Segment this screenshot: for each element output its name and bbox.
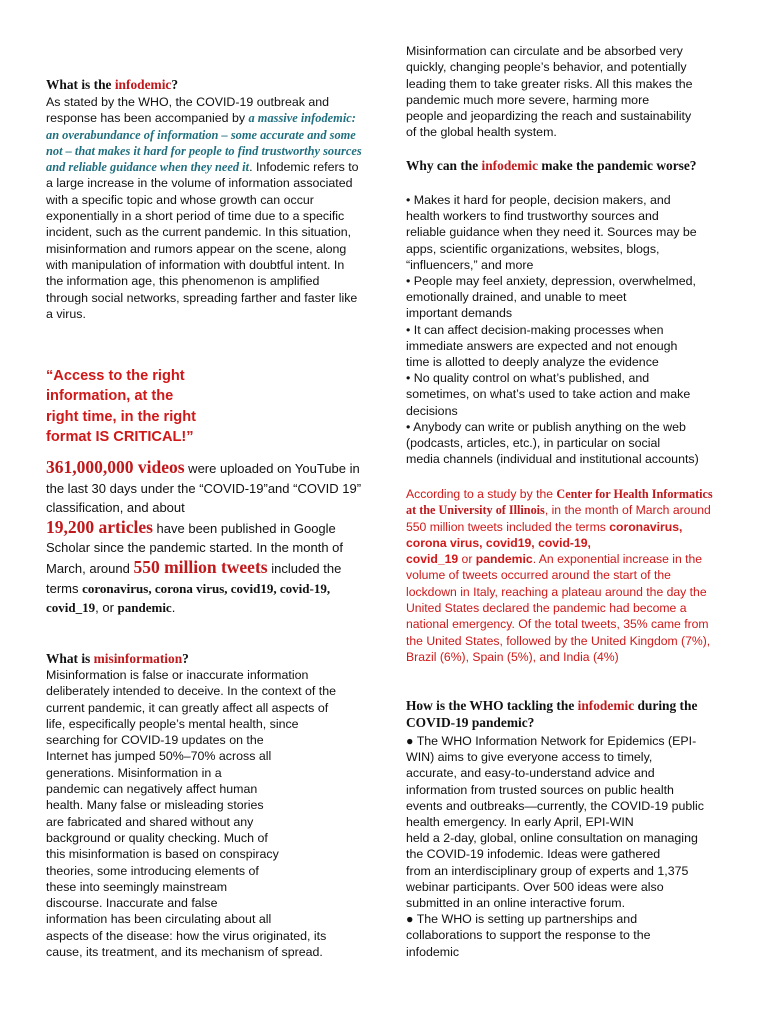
heading-keyword: infodemic [481, 158, 539, 173]
infodemic-heading [46, 77, 364, 94]
paragraph-text: , the COVID-19 outbreak and response has been accompanied by [46, 95, 330, 126]
stats-text: , or [95, 600, 118, 616]
worse-bullet-list [406, 192, 726, 467]
paragraph-text: As stated by the [46, 95, 139, 109]
heading-text: during the COVID-19 pandemic? [406, 698, 698, 730]
videos-figure: 361,000,000 videos [46, 457, 185, 477]
study-terms: coronavirus, corona virus, covid19, covid-19, covid_19 [406, 519, 683, 567]
paragraph-text: . Infodemic refers to a large increase in the volume of information associated with a specific topic and whose growth can occur exponentially in a short period of time due to a specific incident, such as the current pandemic. In this situation, misinformation and rumors appear on the scene, along with manipulation of information with doubtful intent. In the information age, this phenomenon is amplified through social networks, spreading farther and faster like a virus. [46, 160, 359, 321]
heading-text: ? [182, 651, 189, 666]
heading-text: What is [46, 651, 94, 666]
study-organization: Center for Health Informatics at the University of Illinois [406, 487, 713, 518]
heading-keyword: misinformation [93, 651, 183, 666]
infodemic-paragraph [46, 94, 364, 322]
heading-text: ? [171, 77, 179, 92]
tweets-figure: 550 million tweets [133, 556, 268, 577]
who-text: WHO [138, 95, 169, 109]
heading-keyword: infodemic [577, 698, 635, 713]
list-item: ● The WHO Information Network for Epidemics (EPI- WIN) aims to give everyone access to timely, accurate, and easy-to-understand advice and information from trusted sources on public health events and outbreaks—currently, the COVID-19 public health emergency. In early April, EPI-WIN held a 2-day, global, online consultation on managing the COVID-19 infodemic. Ideas were gathered from an interdisciplinary group of experts and 1,375 webinar participants. Over 500 ideas were also submitted in an online interactive forum. [406, 734, 704, 911]
list-item: • People may feel anxiety, depression, overwhelmed, emotionally drained, and unable to meet important demands [406, 274, 696, 321]
study-text: or [458, 552, 476, 567]
who-heading [406, 698, 726, 731]
pull-quote: “Access to the right information, at the right time, in the right format IS CRITICAL!” [46, 368, 196, 445]
list-item: ● The WHO is setting up partnerships and collaborations to support the response to the infodemic [406, 912, 651, 959]
list-item: • Anybody can write or publish anything on the web (podcasts, articles, etc.), in particular on social media channels (individual and institutional accounts) [406, 419, 699, 467]
search-terms: pandemic [117, 600, 172, 616]
study-text: , in the month of March around 550 million tweets included the terms [406, 503, 711, 534]
study-text: . An exponential increase in the volume of tweets occurred around the start of the lockdown in Italy, reaching a plateau around the day the United States declared the pandemic had become a national emergency. Of the total tweets, 35% came from the United States, followed by the United Kingdom (7%), Brazil (6%), Spain (5%), and India (4%) [406, 552, 711, 664]
heading-text: What is the [46, 77, 115, 92]
worse-heading [406, 158, 706, 175]
stats-text: were uploaded on YouTube in the last 30 days under the “COVID-19”and “COVID 19” classification, and about [46, 461, 362, 516]
study-terms: pandemic [475, 552, 533, 567]
stats-text: . [171, 600, 176, 616]
list-item: • It can affect decision-making processes when immediate answers are expected and not enough time is allotted to deeply analyze the evidence [406, 322, 678, 370]
list-item: • No quality control on what’s published, and sometimes, on what’s used to take action and make decisions [406, 371, 691, 418]
who-definition-quote: a massive infodemic: an overabundance of information – some accurate and some not – that makes it hard for people to find trustworthy sources and reliable guidance when they need it [46, 111, 362, 175]
misinformation-continued: Misinformation can circulate and be absorbed very quickly, changing people’s behavior, and potentially leading them to take greater risks. All this makes the pandemic much more severe, harming more people and jeopardizing the reach and sustainability of the global health system. [406, 44, 693, 140]
heading-keyword: infodemic [114, 77, 172, 92]
stats-paragraph [46, 458, 364, 618]
who-bullet-list [406, 733, 726, 960]
study-text: According to a study by the [406, 487, 557, 501]
stats-text: have been published in Google Scholar since the pandemic started. In the month of March, around [46, 520, 344, 576]
study-paragraph [406, 486, 724, 665]
list-item: • Makes it hard for people, decision makers, and health workers to find trustworthy sources and reliable guidance when they need it. Sources may be apps, scientific organizations, websites, blogs, “influencers,” and more [406, 193, 697, 272]
misinformation-paragraph: Misinformation is false or inaccurate information deliberately intended to deceive. In the context of the current pandemic, it can greatly affect all aspects of life, especifically people’s mental health, since searching for COVID-19 updates on the Internet has jumped 50%–70% across all generations. Misinformation in a pandemic can negatively affect human health. Many false or misleading stories are fabricated and shared without any background or quality checking. Much of this misinformation is based on conspiracy theories, some introducing elements of these into seemingly mainstream discourse. Inaccurate and false information has been circulating about all aspects of the disease: how the virus originated, its cause, its treatment, and its mechanism of spread. [46, 668, 337, 960]
heading-text: How is the WHO tackling the [406, 698, 578, 713]
articles-figure: 19,200 articles [46, 516, 153, 537]
heading-text: make the pandemic worse? [538, 158, 697, 173]
stats-text: included the terms [46, 560, 342, 596]
misinformation-heading [46, 651, 364, 668]
search-terms: coronavirus, corona virus, covid19, covid-19, covid_19 [46, 580, 331, 616]
heading-text: Why can the [406, 158, 482, 173]
